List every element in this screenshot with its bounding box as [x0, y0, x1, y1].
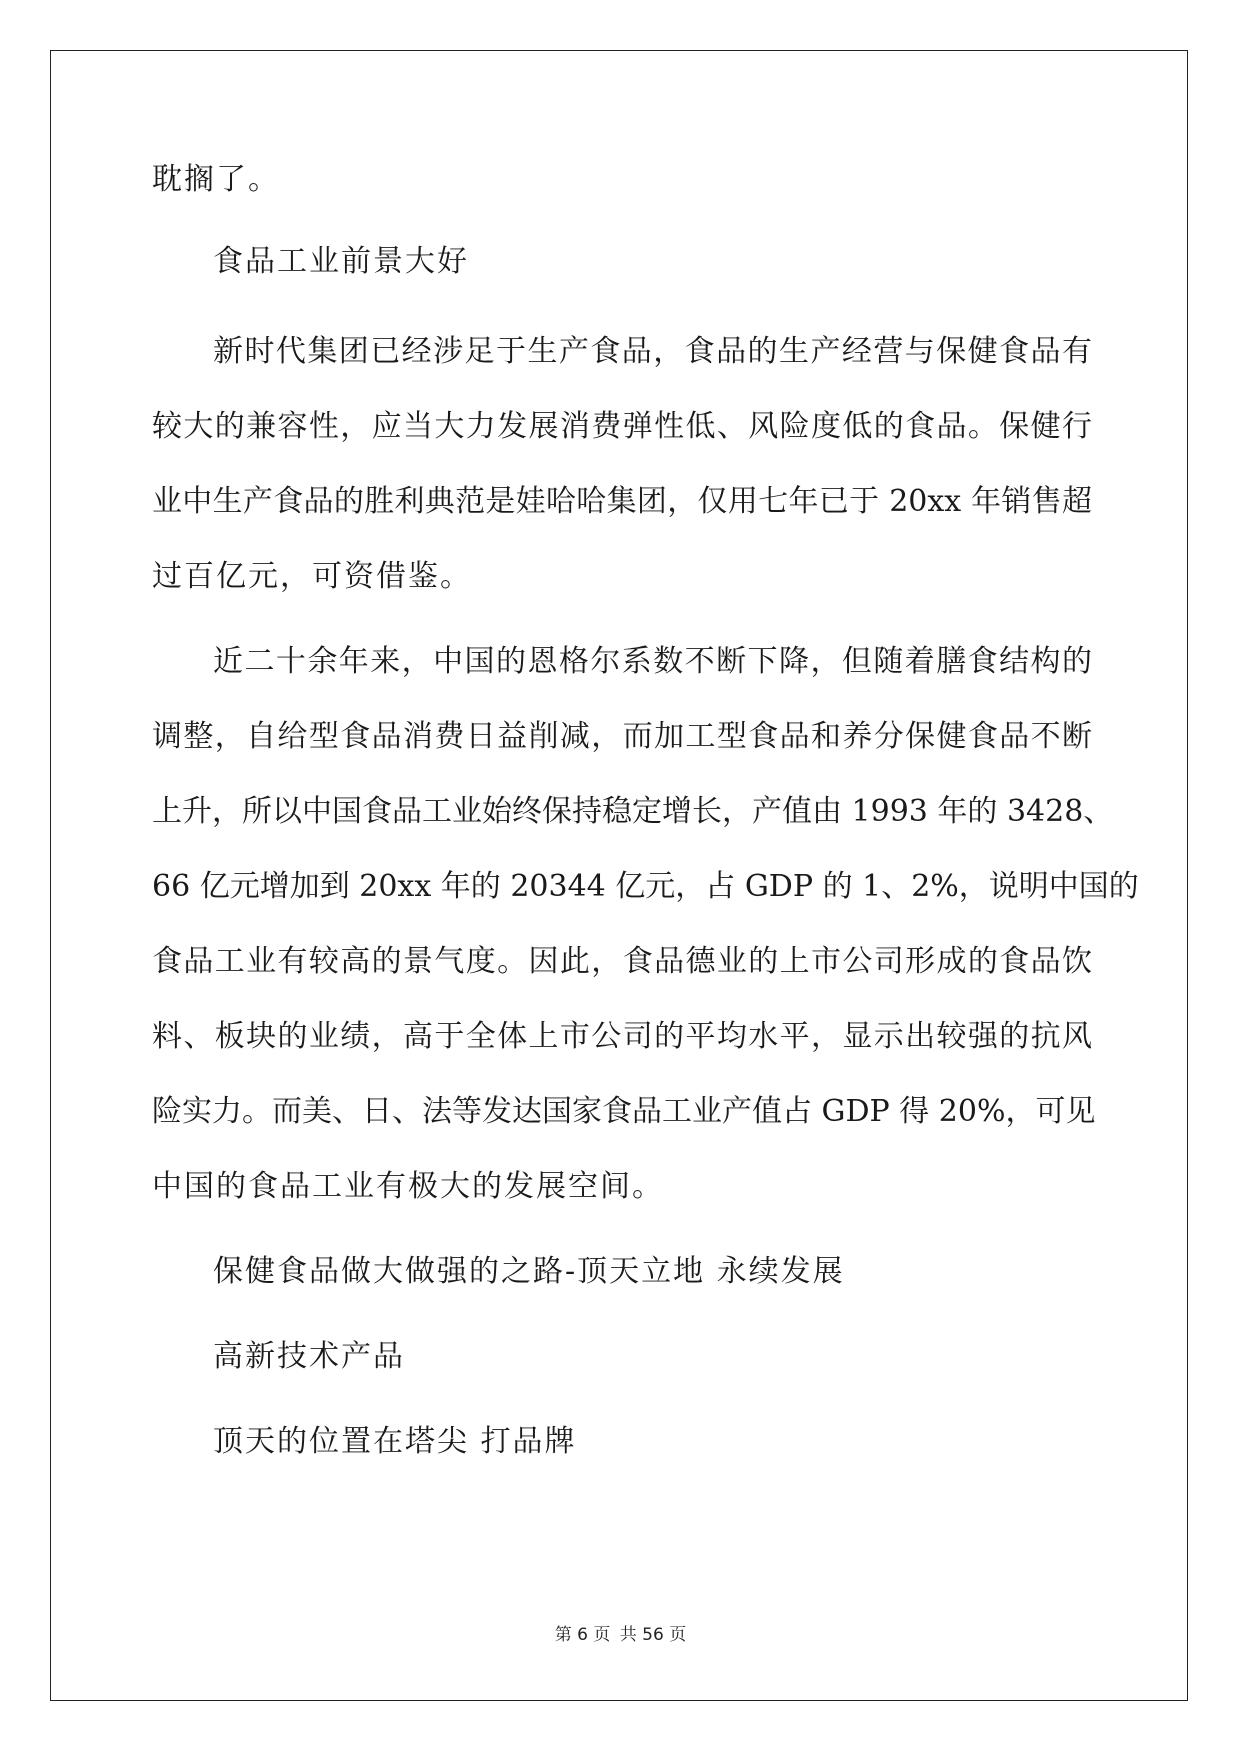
- paragraph-line: 新时代集团已经涉足于生产食品，食品的生产经营与保健食品有: [213, 334, 1092, 369]
- paragraph-line: 中国的食品工业有极大的发展空间。: [152, 1169, 664, 1204]
- paragraph-line: 过百亿元，可资借鉴。: [152, 559, 472, 594]
- section-heading: 食品工业前景大好: [213, 244, 469, 279]
- paragraph-line: 耽搁了。: [152, 162, 280, 197]
- section-heading: 保健食品做大做强的之路-顶天立地 永续发展: [213, 1254, 845, 1289]
- page-total: 共 56 页: [619, 1625, 687, 1645]
- paragraph-line: 66 亿元增加到 20xx 年的 20344 亿元，占 GDP 的 1、2%，说明中国的: [152, 869, 1139, 904]
- paragraph-line: 近二十余年来，中国的恩格尔系数不断下降，但随着膳食结构的: [213, 644, 1092, 679]
- paragraph-line: 调整，自给型食品消费日益削减，而加工型食品和养分保健食品不断: [152, 719, 1092, 754]
- page-footer: [0, 1620, 1241, 1645]
- paragraph-line: 较大的兼容性，应当大力发展消费弹性低、风险度低的食品。保健行: [152, 409, 1092, 444]
- paragraph-line: 业中生产食品的胜利典范是娃哈哈集团，仅用七年已于 20xx 年销售超: [152, 484, 1092, 519]
- section-heading: 顶天的位置在塔尖 打品牌: [213, 1424, 577, 1459]
- section-heading: 高新技术产品: [213, 1339, 405, 1374]
- paragraph-line: 料、板块的业绩，高于全体上市公司的平均水平，显示出较强的抗风: [152, 1019, 1092, 1054]
- paragraph-line: 食品工业有较高的景气度。因此，食品德业的上市公司形成的食品饮: [152, 944, 1092, 979]
- paragraph-line: 险实力。而美、日、法等发达国家食品工业产值占 GDP 得 20%，可见: [152, 1094, 1096, 1129]
- paragraph-line: 上升，所以中国食品工业始终保持稳定增长，产值由 1993 年的 3428、: [152, 794, 1114, 829]
- page-number: 第 6 页: [554, 1625, 611, 1645]
